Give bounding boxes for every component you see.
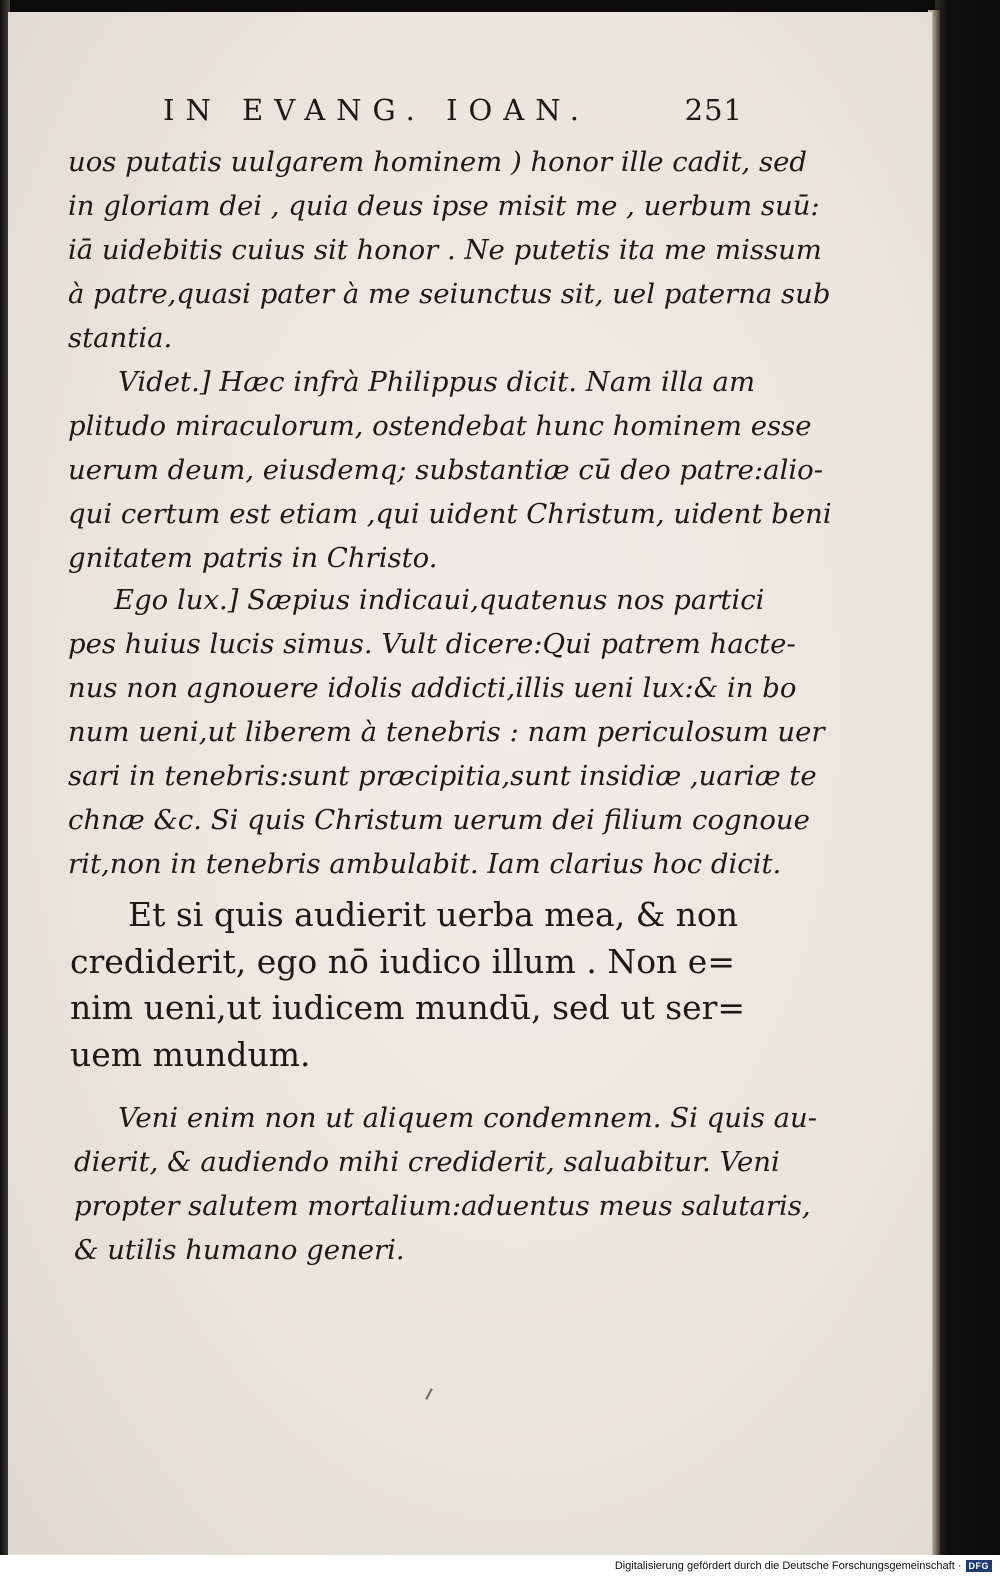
text-line: Et si quis audierit uerba mea, & non (128, 895, 738, 934)
dfg-logo: DFG (966, 1560, 993, 1572)
text-line: uem mundum. (70, 1034, 311, 1074)
text-line: Veni enim non ut aliquem condemnem. Si quis au- (118, 1102, 817, 1134)
text-line: in gloriam dei , quia deus ipse misit me , uerbum suū: (68, 190, 820, 222)
text-line: stantia. (68, 322, 173, 354)
commentary-paragraph (74, 1096, 817, 1272)
binding-right-edge (935, 0, 1000, 1555)
text-line: dierit, & audiendo mihi crediderit, saluabitur. Veni (74, 1146, 780, 1178)
text-line: num ueni,ut liberem à tenebris : nam periculosum uer (68, 716, 825, 748)
text-line: plitudo miraculorum, ostendebat hunc hominem esse (68, 410, 812, 442)
text-line: crediderit, ego nō iudico illum . Non e= (70, 941, 735, 981)
credit-text: Digitalisierung gefördert durch die Deutsche Forschungsgemeinschaft · (614, 1560, 962, 1572)
text-line: rit,non in tenebris ambulabit. Iam clarius hoc dicit. (68, 848, 782, 880)
running-title: IN EVANG. IOAN. (163, 93, 590, 127)
text-line: qui certum est etiam ,qui uident Christum, uident beni (68, 498, 832, 530)
digitization-credit (615, 1557, 992, 1575)
paragraph-3 (68, 578, 825, 886)
text-line: uerum deum, eiusdemq; substantiæ cū deo patre:alio- (68, 454, 824, 486)
text-line: Ego lux.] Sæpius indicaui,quatenus nos partici (114, 584, 765, 616)
text-line: chnæ &c. Si quis Christum uerum dei filium cognoue (68, 804, 810, 836)
text-line: iā uidebitis cuius sit honor . Ne putetis ita me missum (68, 234, 822, 266)
running-header (163, 93, 743, 127)
text-line: gnitatem patris in Christo. (68, 542, 438, 574)
text-line: pes huius lucis simus. Vult dicere:Qui patrem hacte- (68, 628, 796, 660)
text-line: nim ueni,ut iudicem mundū, sed ut ser= (70, 988, 746, 1027)
text-line: uos putatis uulgarem hominem ) honor ille cadit, sed (68, 146, 807, 178)
text-line: sari in tenebris:sunt præcipitia,sunt insidiæ ,uariæ te (68, 760, 817, 792)
text-line: Videt.] Hæc infrà Philippus dicit. Nam illa am (118, 366, 756, 398)
scripture-quotation (70, 892, 770, 1078)
paragraph-2 (68, 360, 832, 580)
page-number: 251 (684, 93, 743, 127)
text-line: propter salutem mortalium:aduentus meus salutaris, (74, 1190, 811, 1222)
text-line: à patre,quasi pater à me seiunctus sit, uel paterna sub (68, 278, 831, 310)
text-line: nus non agnouere idolis addicti,illis ueni lux:& in bo (68, 672, 797, 704)
text-line: & utilis humano generi. (74, 1234, 405, 1266)
paragraph-1 (68, 140, 831, 360)
